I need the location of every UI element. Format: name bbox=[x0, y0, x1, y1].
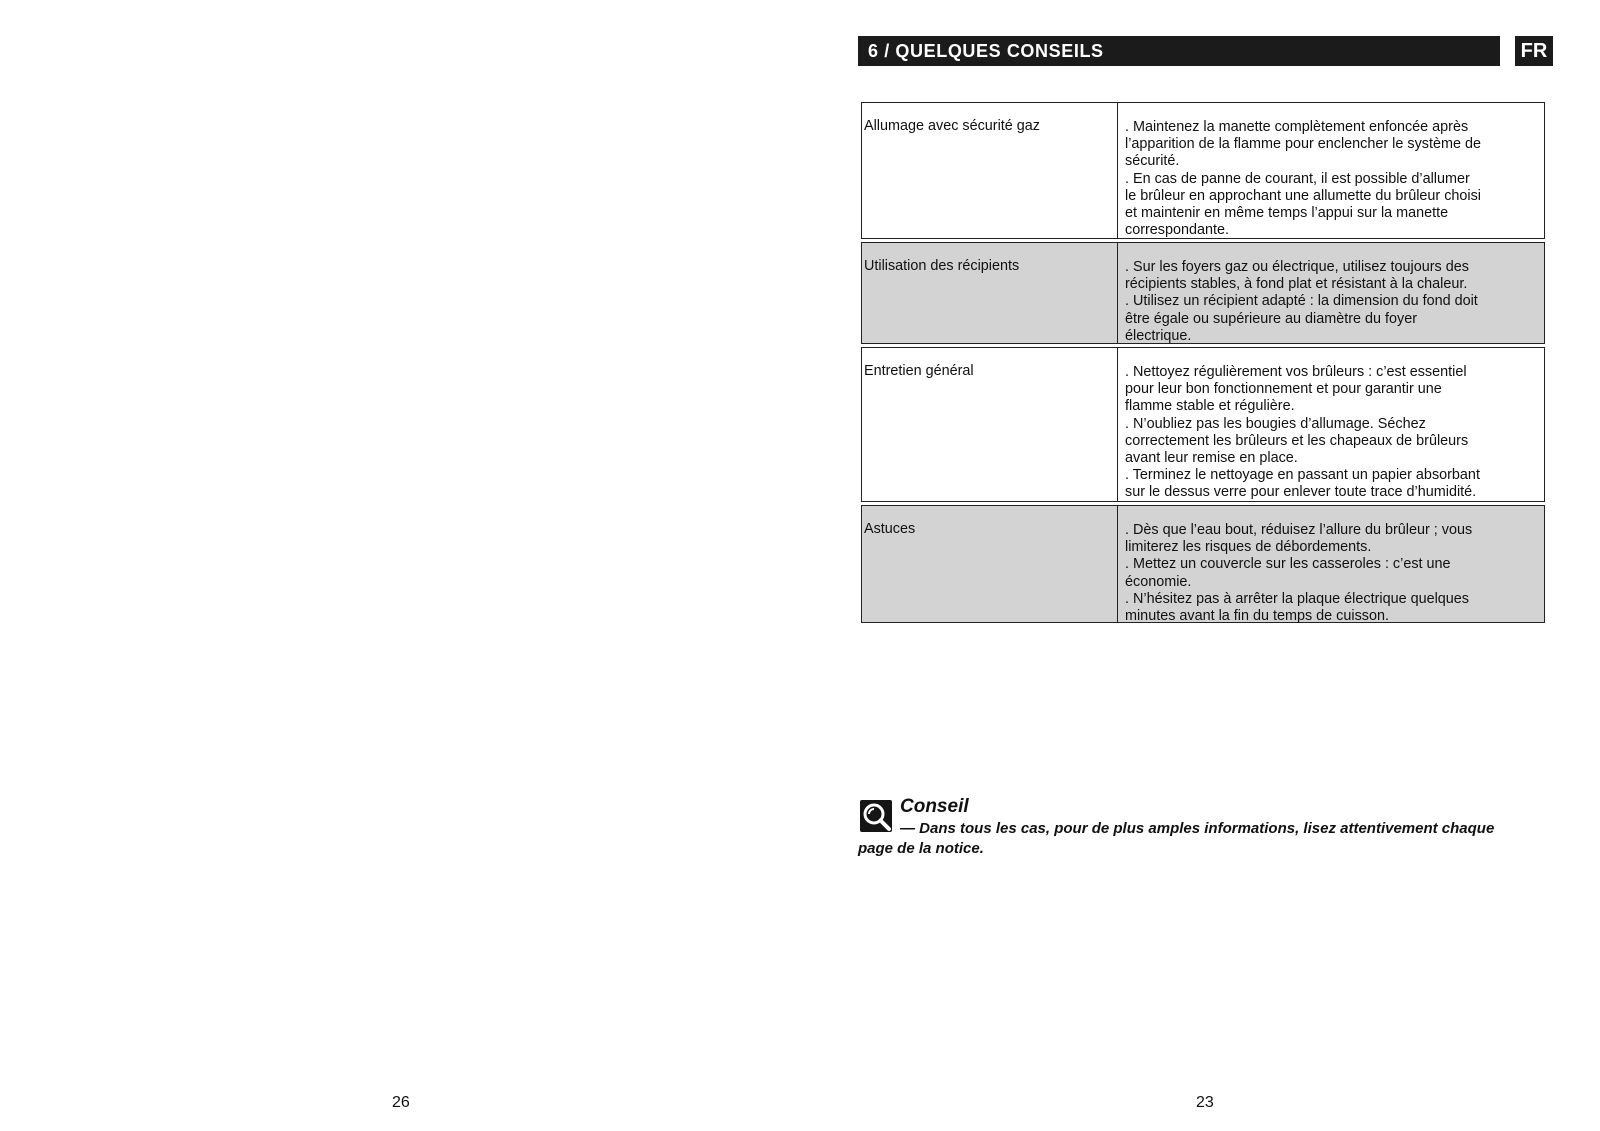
tip-line: sécurité. bbox=[1125, 153, 1180, 170]
page-number-left: 26 bbox=[392, 1094, 410, 1111]
tip-line: . N’hésitez pas à arrêter la plaque électrique quelques bbox=[1125, 590, 1469, 607]
tip-topic: Entretien général bbox=[862, 348, 1118, 501]
tip-line: l’apparition de la flamme pour enclencher le système de bbox=[1125, 136, 1481, 153]
tip-line: . Mettez un couvercle sur les casseroles : c’est une bbox=[1125, 556, 1451, 573]
advice-title: Conseil bbox=[900, 796, 969, 817]
tips-table bbox=[861, 102, 1545, 626]
tip-text bbox=[1118, 243, 1544, 343]
tip-line: flamme stable et régulière. bbox=[1125, 398, 1295, 415]
tip-text bbox=[1118, 103, 1544, 238]
tip-line: correspondante. bbox=[1125, 222, 1230, 239]
tip-text bbox=[1118, 506, 1544, 625]
tip-topic: Astuces bbox=[862, 506, 1118, 622]
tip-line: minutes avant la fin du temps de cuisson. bbox=[1125, 608, 1389, 625]
tip-line: limiterez les risques de débordements. bbox=[1125, 539, 1372, 556]
tip-line: . Terminez le nettoyage en passant un papier absorbant bbox=[1125, 467, 1480, 484]
language-badge: FR bbox=[1515, 36, 1553, 66]
tip-line: correctement les brûleurs et les chapeaux de brûleurs bbox=[1125, 432, 1469, 449]
tip-line: et maintenir en même temps l’appui sur la manette bbox=[1125, 205, 1449, 222]
tip-line: . Dès que l’eau bout, réduisez l’allure du brûleur ; vous bbox=[1125, 522, 1473, 538]
magnifier-icon bbox=[860, 800, 892, 832]
tip-row bbox=[861, 347, 1545, 502]
tip-line: . Nettoyez régulièrement vos brûleurs : c’est essentiel bbox=[1125, 364, 1467, 380]
tip-line: avant leur remise en place. bbox=[1125, 450, 1298, 467]
section-title: 6 / QUELQUES CONSEILS bbox=[868, 40, 1104, 61]
tip-line: . En cas de panne de courant, il est possible d’allumer bbox=[1125, 170, 1470, 187]
page-number-right: 23 bbox=[1196, 1094, 1214, 1111]
tip-line: le brûleur en approchant une allumette du brûleur choisi bbox=[1125, 187, 1481, 204]
tip-line: . Sur les foyers gaz ou électrique, utilisez toujours des bbox=[1125, 259, 1469, 275]
advice-text: page de la notice. bbox=[858, 840, 984, 857]
tip-topic: Allumage avec sécurité gaz bbox=[862, 103, 1118, 238]
tip-row bbox=[861, 242, 1545, 344]
tip-line: . Maintenez la manette complètement enfoncée après bbox=[1125, 119, 1469, 135]
tip-line: pour leur bon fonctionnement et pour garantir une bbox=[1125, 381, 1442, 398]
tip-line: . N’oubliez pas les bougies d’allumage. Séchez bbox=[1125, 415, 1426, 432]
tip-row bbox=[861, 505, 1545, 623]
tip-line: récipients stables, à fond plat et résistant à la chaleur. bbox=[1125, 276, 1468, 293]
tip-line: être égale ou supérieure au diamètre du foyer bbox=[1125, 310, 1417, 327]
tip-topic: Utilisation des récipients bbox=[862, 243, 1118, 343]
tip-line: électrique. bbox=[1125, 327, 1192, 344]
tip-text bbox=[1118, 348, 1544, 501]
tip-line: sur le dessus verre pour enlever toute trace d’humidité. bbox=[1125, 484, 1477, 501]
tip-line: . Utilisez un récipient adapté : la dimension du fond doit bbox=[1125, 293, 1478, 310]
tip-line: économie. bbox=[1125, 573, 1192, 590]
section-header bbox=[858, 36, 1500, 66]
tip-row bbox=[861, 102, 1545, 239]
advice-text: — Dans tous les cas, pour de plus amples informations, lisez attentivement chaque bbox=[900, 820, 1495, 837]
